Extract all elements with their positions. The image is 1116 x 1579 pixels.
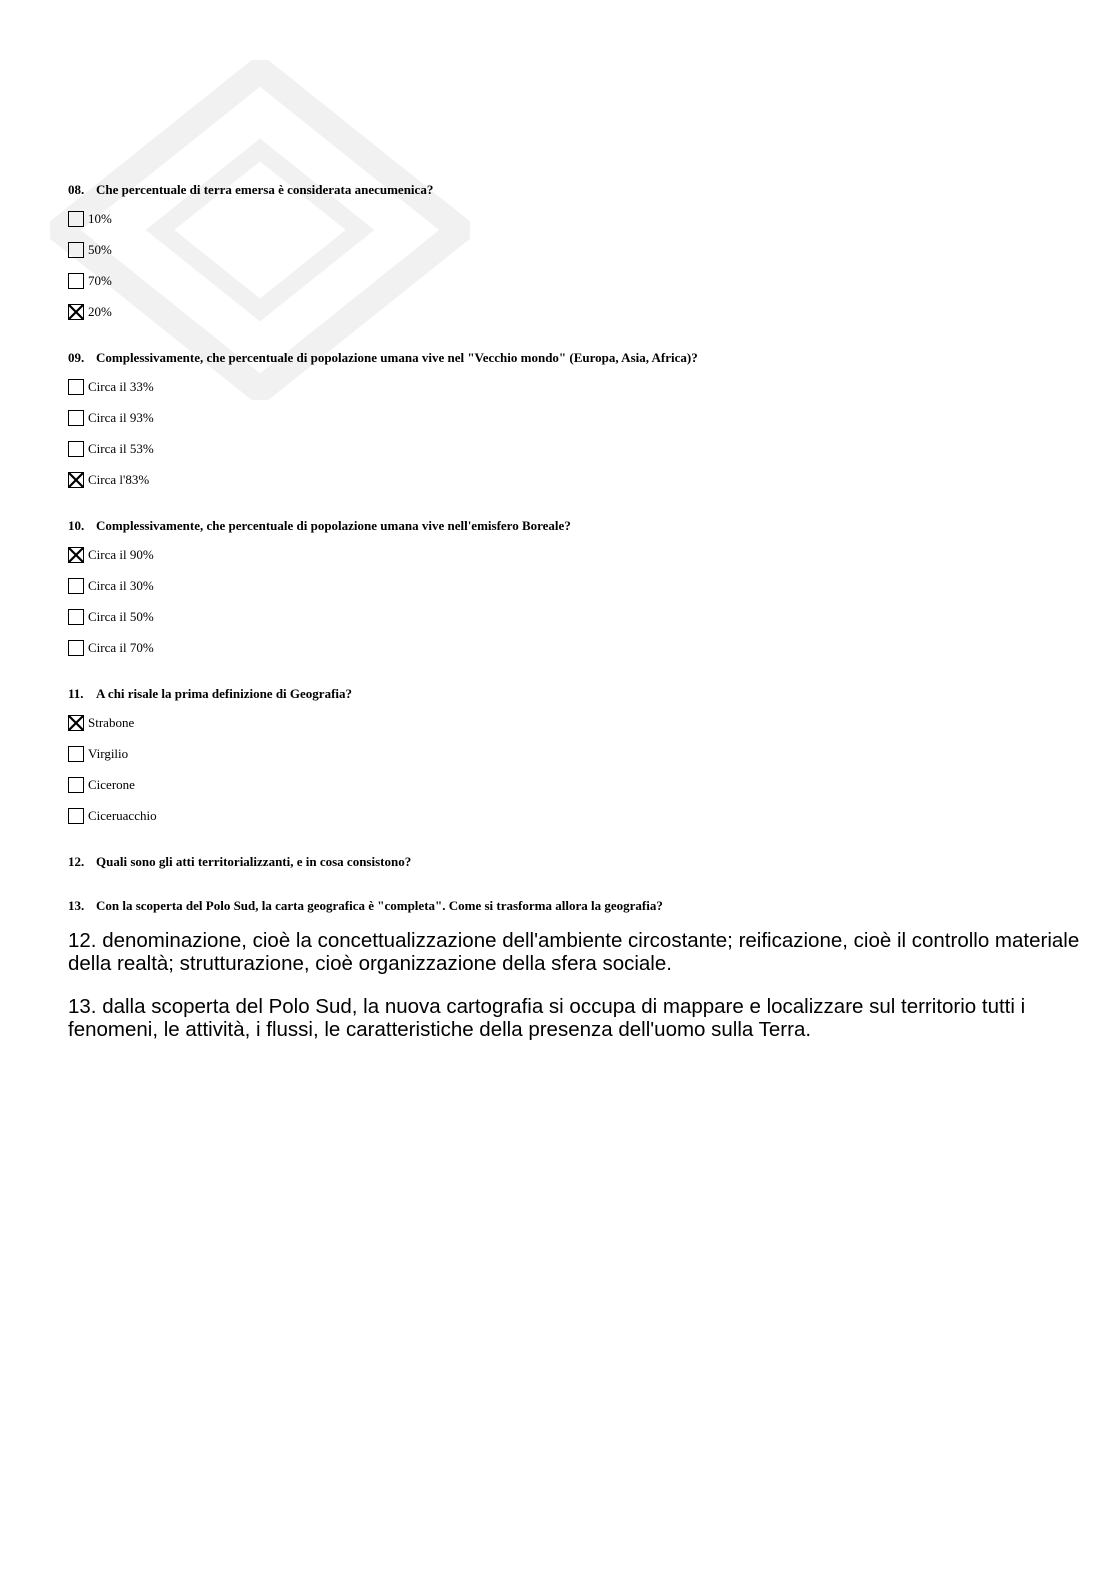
option-label: Circa il 50% <box>88 609 154 624</box>
option <box>68 409 1068 440</box>
question-heading <box>68 897 1068 915</box>
option <box>68 378 1068 409</box>
question-text: Che percentuale di terra emersa è considerata anecumenica? <box>96 182 434 197</box>
checkbox[interactable] <box>68 640 84 656</box>
question-10 <box>68 517 1068 670</box>
option <box>68 471 1068 502</box>
answers <box>68 930 1088 1062</box>
option <box>68 608 1068 639</box>
question-12 <box>68 853 1068 871</box>
checkbox[interactable] <box>68 379 84 395</box>
option-label: 50% <box>88 242 112 257</box>
option-label: Ciceruacchio <box>88 808 157 823</box>
check-x-icon <box>68 304 84 320</box>
option-label: 20% <box>88 304 112 319</box>
question-number: 08. <box>68 182 85 197</box>
checkbox[interactable] <box>68 547 84 563</box>
question-number: 11. <box>68 686 84 701</box>
question-text: Complessivamente, che percentuale di popolazione umana vive nell'emisfero Boreale? <box>96 518 571 533</box>
question-number: 10. <box>68 518 85 533</box>
question-11 <box>68 685 1068 838</box>
options-list <box>68 199 1068 334</box>
question-number: 12. <box>68 854 85 869</box>
question-text: Complessivamente, che percentuale di popolazione umana vive nel "Vecchio mondo" (Europa, Asia, Africa)? <box>96 350 698 365</box>
checkbox[interactable] <box>68 211 84 227</box>
question-13 <box>68 897 1068 915</box>
checkbox[interactable] <box>68 808 84 824</box>
options-list <box>68 535 1068 670</box>
question-text: Quali sono gli atti territorializzanti, e in cosa consistono? <box>96 854 412 869</box>
checkbox[interactable] <box>68 242 84 258</box>
options-list <box>68 703 1068 838</box>
checkbox[interactable] <box>68 715 84 731</box>
check-x-icon <box>68 472 84 488</box>
option <box>68 745 1068 776</box>
question-heading <box>68 685 1068 703</box>
option <box>68 639 1068 670</box>
option-label: Virgilio <box>88 746 129 761</box>
checkbox[interactable] <box>68 304 84 320</box>
option <box>68 272 1068 303</box>
option-label: Circa il 70% <box>88 640 154 655</box>
option-label: Circa il 53% <box>88 441 154 456</box>
checkbox[interactable] <box>68 472 84 488</box>
options-list <box>68 367 1068 502</box>
option-label: Circa il 93% <box>88 410 154 425</box>
question-text: A chi risale la prima definizione di Geografia? <box>96 686 353 701</box>
option <box>68 440 1068 471</box>
checkbox[interactable] <box>68 441 84 457</box>
checkbox[interactable] <box>68 777 84 793</box>
option-label: Circa l'83% <box>88 472 150 487</box>
question-09 <box>68 349 1068 502</box>
question-08 <box>68 181 1068 334</box>
question-heading <box>68 349 1068 367</box>
question-heading <box>68 181 1068 199</box>
question-heading <box>68 853 1068 871</box>
option <box>68 303 1068 334</box>
answer-12: 12. denominazione, cioè la concettualizzazione dell'ambiente circostante; reificazione, cioè il controllo materiale della realtà; strutturazione, cioè organizzazione della sfera sociale. <box>68 929 1080 975</box>
question-number: 09. <box>68 350 85 365</box>
option-label: Strabone <box>88 715 135 730</box>
option-label: Circa il 90% <box>88 547 154 562</box>
question-heading <box>68 517 1068 535</box>
option-label: Cicerone <box>88 777 135 792</box>
option-label: Circa il 30% <box>88 578 154 593</box>
check-x-icon <box>68 715 84 731</box>
checkbox[interactable] <box>68 410 84 426</box>
checkbox[interactable] <box>68 609 84 625</box>
checkbox[interactable] <box>68 273 84 289</box>
option <box>68 776 1068 807</box>
check-x-icon <box>68 547 84 563</box>
checkbox[interactable] <box>68 578 84 594</box>
option-label: Circa il 33% <box>88 379 154 394</box>
option <box>68 807 1068 838</box>
option <box>68 546 1068 577</box>
checkbox[interactable] <box>68 746 84 762</box>
question-number: 13. <box>68 898 85 913</box>
answer-13: 13. dalla scoperta del Polo Sud, la nuova cartografia si occupa di mappare e localizzare sul territorio tutti i fenomeni, le attività, i flussi, le caratteristiche della presenza dell'uomo sulla Terra. <box>68 995 1026 1041</box>
option <box>68 714 1068 745</box>
option-label: 70% <box>88 273 112 288</box>
question-text: Con la scoperta del Polo Sud, la carta geografica è "completa". Come si trasforma allora la geografia? <box>96 898 663 913</box>
option-label: 10% <box>88 211 112 226</box>
option <box>68 210 1068 241</box>
quiz <box>68 181 1068 915</box>
option <box>68 577 1068 608</box>
option <box>68 241 1068 272</box>
